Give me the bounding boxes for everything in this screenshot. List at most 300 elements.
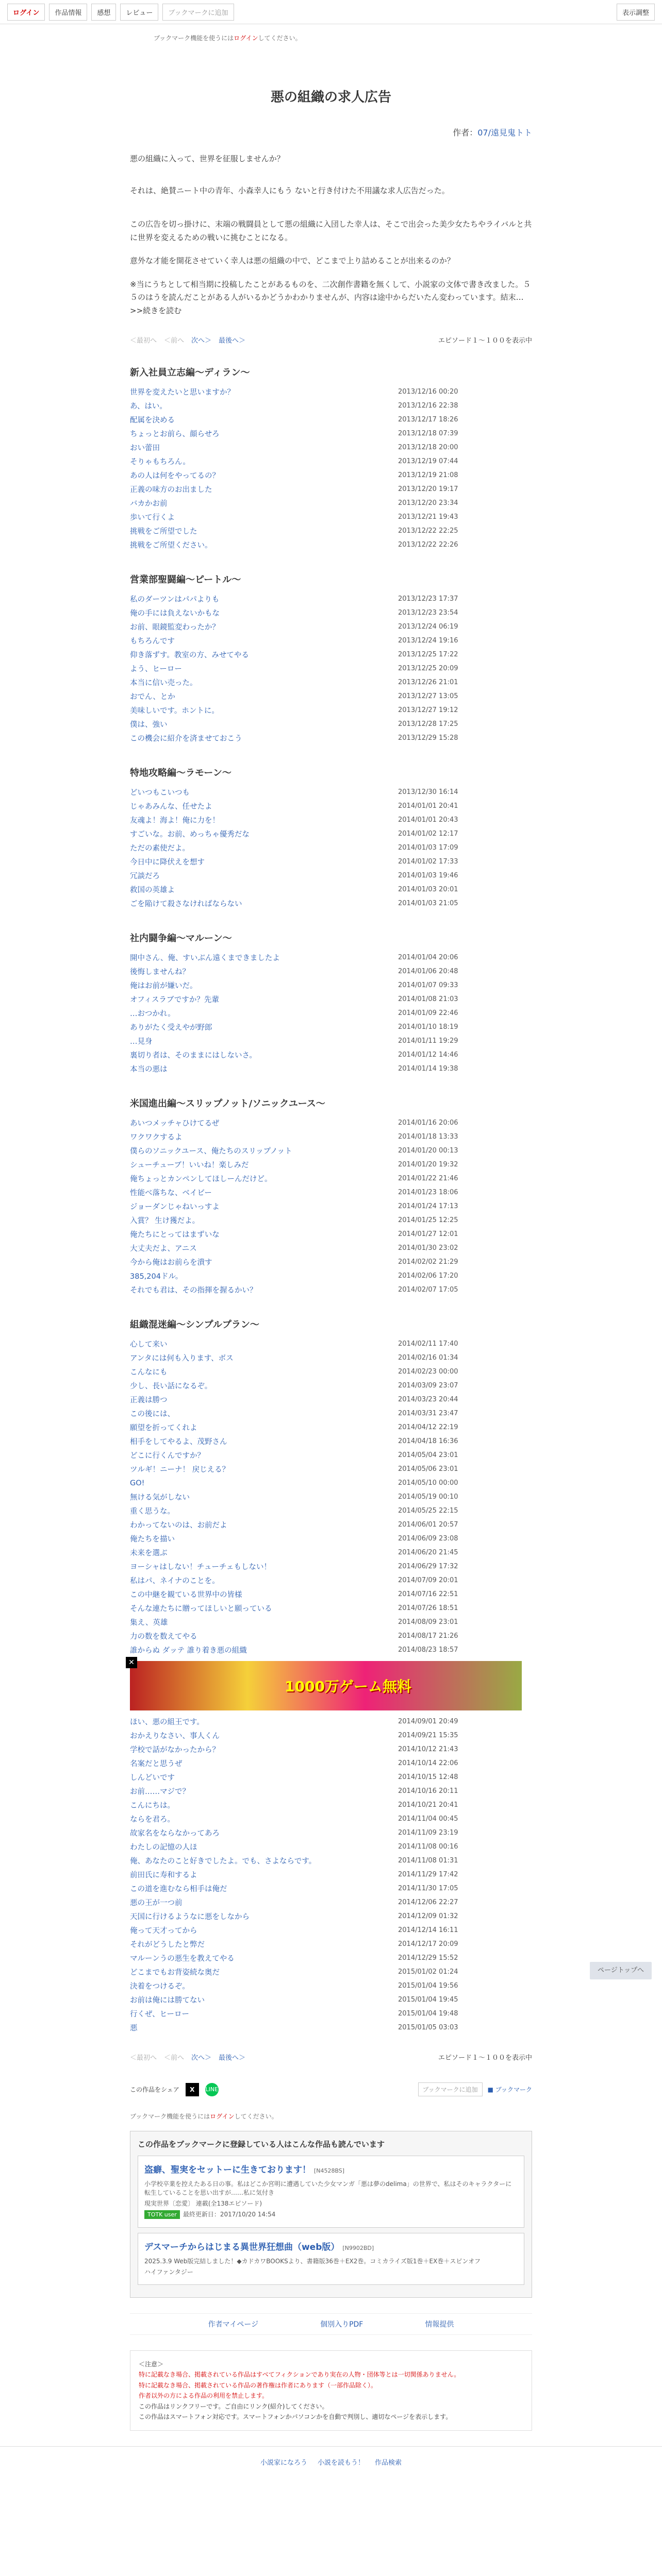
episode-date: 2013/12/27 19:12	[398, 706, 458, 714]
episode-link[interactable]: 天国に行けるようなに悪をしなから	[130, 1913, 250, 1921]
episode-link[interactable]: アンタには何も入ります、ボス	[130, 1354, 234, 1363]
episode-row	[130, 1601, 532, 1615]
episode-link[interactable]: 少し、長い話になるぞ。	[130, 1382, 212, 1391]
episode-link[interactable]: お前は俺には勝てない	[130, 1996, 205, 2005]
synopsis	[130, 152, 532, 317]
episode-row	[130, 1573, 532, 1587]
footer-link[interactable]: 個別入りPDF	[320, 2320, 363, 2329]
episode-date: 2014/10/16 20:11	[398, 1787, 458, 1795]
pager-range: エピソード１～１００を表示中	[438, 337, 532, 345]
episode-link[interactable]: …おつかれ。	[130, 1010, 175, 1018]
recommended-work	[138, 2233, 524, 2285]
episode-link[interactable]: 開中さん、俺、すいぶん遠くまできましたよ	[130, 954, 280, 962]
pager-last[interactable]: 最後へ＞	[219, 337, 246, 345]
episode-row	[130, 1185, 532, 1199]
episode-date: 2013/12/25 20:09	[398, 665, 458, 672]
episode-link[interactable]: わたしの記憶の人ほ	[130, 1843, 197, 1852]
login-link[interactable]: ログイン	[210, 2113, 235, 2120]
episode-link[interactable]: お前……マジで？	[130, 1788, 190, 1796]
notice-text-end: してください。	[234, 2113, 278, 2120]
pager-first: ＜最初へ	[130, 337, 157, 345]
episode-link[interactable]: 集え、英雄	[130, 1619, 168, 1627]
episode-row	[130, 1034, 532, 1048]
episode-link[interactable]: ありがたく受えやが野郎	[130, 1024, 212, 1032]
episode-link[interactable]: マルーンうの悪生を教えてやる	[130, 1955, 235, 1963]
episode-row	[130, 1643, 532, 1657]
episode-date: 2013/12/16 00:20	[398, 388, 458, 396]
main-content	[130, 87, 532, 2431]
episode-link[interactable]: 相手をしてやるよ、茂野さん	[130, 1438, 227, 1446]
site-footer-link[interactable]: 小説家になろう	[260, 2459, 307, 2467]
episode-row	[130, 785, 532, 799]
episode-link[interactable]: 歩いて行くよ	[130, 514, 175, 522]
episode-date: 2014/01/23 18:06	[398, 1189, 458, 1196]
episode-link[interactable]: ちょっとお前ら、顔らせろ	[130, 430, 220, 438]
episode-link[interactable]: 性能べ落ちな、ベイビー	[130, 1189, 212, 1197]
episode-link[interactable]: 配属を決める	[130, 416, 175, 425]
episode-link[interactable]: 後悔しませんね？	[130, 968, 190, 976]
bookmark-add-button[interactable]: ブックマークに追加	[418, 2082, 483, 2096]
episode-link[interactable]: 誰からぬ ダッテ 誰り着き悪の組織	[130, 1647, 247, 1655]
episode-row	[130, 1365, 532, 1379]
episode-link[interactable]: 挑戦をご所望でした	[130, 528, 197, 536]
episode-date: 2013/12/23 23:54	[398, 609, 458, 617]
episode-link[interactable]: 本当に信い売った。	[130, 679, 197, 687]
episode-date: 2014/01/04 20:06	[398, 954, 458, 961]
episode-link[interactable]: 俺、あなたのこと好きでしたよ。でも、さよならです。	[130, 1857, 317, 1866]
episode-row	[130, 1546, 532, 1560]
site-footer-link[interactable]: 作品検索	[375, 2459, 402, 2467]
episode-row	[130, 689, 532, 703]
episode-link[interactable]: 本当の悪は	[130, 1065, 168, 1074]
episode-row	[130, 1269, 532, 1283]
episode-row	[130, 1728, 532, 1742]
episode-row	[130, 2021, 532, 2035]
chapter-section	[130, 365, 532, 552]
recommended-meta	[144, 2210, 518, 2219]
episode-date: 2014/01/30 23:02	[398, 1244, 458, 1252]
episode-date: 2014/08/17 21:26	[398, 1632, 458, 1640]
episode-link[interactable]: ヨーシャはしない！チューチェもしない！	[130, 1563, 272, 1571]
episode-date: 2013/12/22 22:26	[398, 541, 458, 549]
episode-link[interactable]: お前、眼鏡監変わったか？	[130, 623, 220, 632]
episode-link[interactable]: おでん、とか	[130, 693, 175, 701]
episode-row	[130, 883, 532, 896]
site-footer	[0, 2446, 662, 2498]
chapter-title: 社内闘争編〜マルーン〜	[130, 933, 232, 944]
episode-date: 2014/01/03 20:01	[398, 886, 458, 893]
bookmark-link-label: ブックマーク	[495, 2086, 532, 2093]
episode-link[interactable]: 俺って天才ってから	[130, 1927, 197, 1935]
episode-date: 2014/02/23 00:00	[398, 1368, 458, 1376]
ad-text: 1000万ゲーム無料	[285, 1678, 411, 1695]
episode-row	[130, 482, 532, 496]
episode-row	[130, 1937, 532, 1951]
episode-link[interactable]: 挑戦をご所望ください。	[130, 541, 212, 550]
episode-row	[130, 496, 532, 510]
episode-link[interactable]: この中継を観ている世界中の皆様	[130, 1591, 242, 1599]
episode-link[interactable]: ならを君ろ。	[130, 1816, 175, 1824]
episode-date: 2014/11/09 23:19	[398, 1829, 458, 1837]
episode-date: 2014/12/29 15:52	[398, 1954, 458, 1962]
episode-link[interactable]: 世界を変えたいと思いますか？	[130, 388, 235, 397]
episode-row	[130, 1144, 532, 1158]
episode-row	[130, 1629, 532, 1643]
episode-date: 2013/12/21 19:43	[398, 513, 458, 521]
chapter-section	[130, 1317, 532, 1657]
x-share-icon[interactable]: X	[186, 2083, 199, 2096]
episode-date: 2014/07/26 18:51	[398, 1604, 458, 1612]
chapter-section	[130, 931, 532, 1076]
episode-row	[130, 1048, 532, 1062]
episode-date: 2014/04/18 16:36	[398, 1437, 458, 1445]
episode-link[interactable]: 名案だと思うぜ	[130, 1760, 183, 1768]
episode-link[interactable]: おい蕾田	[130, 444, 160, 452]
episode-link[interactable]: 冗談だろ	[130, 872, 160, 880]
episode-date: 2014/10/21 20:41	[398, 1801, 458, 1809]
episode-row	[130, 1854, 532, 1868]
recommended-genre: 現実世界〔恋愛〕 連載(全138エピソード)	[144, 2200, 262, 2207]
episode-row	[130, 964, 532, 978]
login-notice	[0, 24, 662, 42]
recommendations	[130, 2131, 532, 2298]
episode-link[interactable]: この道を進むなら相手は俺だ	[130, 1885, 227, 1893]
episode-link[interactable]: あの人は何をやってるの？	[130, 472, 220, 480]
episode-link[interactable]: この機会に紹介を済ませておこう	[130, 735, 242, 743]
episode-row	[130, 440, 532, 454]
episode-link[interactable]: ジョーダンじゃねいっすよ	[130, 1203, 220, 1211]
episode-link[interactable]: 救国の英雄よ	[130, 886, 175, 894]
display-settings-button[interactable]: 表示調整	[617, 4, 655, 21]
episode-link[interactable]: 悪の王が一つ前	[130, 1899, 183, 1907]
episode-date: 2013/12/19 21:08	[398, 471, 458, 479]
episode-date: 2014/01/08 21:03	[398, 995, 458, 1003]
episode-row	[130, 717, 532, 731]
episode-link[interactable]: 正義の味方のお出ました	[130, 486, 212, 494]
footer-link[interactable]: 作者マイページ	[208, 2320, 259, 2329]
episode-date: 2013/12/20 23:34	[398, 499, 458, 507]
episode-link[interactable]: GO!	[130, 1479, 145, 1487]
episode-row	[130, 1420, 532, 1434]
episode-link[interactable]: こんなにも	[130, 1368, 168, 1377]
episode-link[interactable]: 決着をつけるぞ。	[130, 1982, 190, 1991]
episode-link[interactable]: ほい、悪の組王です。	[130, 1718, 204, 1726]
recommendations-heading: この作品をブックマークに登録している人はこんな作品も読んでいます	[138, 2140, 385, 2149]
episode-row	[130, 1490, 532, 1504]
episode-date: 2014/07/09 20:01	[398, 1577, 458, 1584]
share-label: この作品をシェア	[130, 2086, 179, 2093]
episode-link[interactable]: 友魂よ！海よ！俺に力を！	[130, 817, 220, 825]
episode-link[interactable]: ワクワクするよ	[130, 1133, 183, 1142]
episode-link[interactable]: どこに行くんですか？	[130, 1452, 205, 1460]
episode-link[interactable]: 入賞？ 生け獲だよ。	[130, 1217, 200, 1225]
disclaimer-head: ＜注意＞	[139, 2361, 164, 2368]
episode-date: 2014/01/01 20:41	[398, 802, 458, 810]
episode-row	[130, 951, 532, 964]
updated-date: 最終更新日：2017/10/20 14:54	[183, 2211, 276, 2218]
disclaimer	[130, 2350, 532, 2431]
episode-link[interactable]: 悪	[130, 2024, 138, 2032]
episode-date: 2014/01/11 19:29	[398, 1037, 458, 1045]
episode-row	[130, 1255, 532, 1269]
episode-link[interactable]: この後には、	[130, 1410, 175, 1418]
disclaimer-line: 作者以外の方による作品の利用を禁止します。	[139, 2392, 269, 2400]
episode-date: 2014/02/06 17:20	[398, 1272, 458, 1280]
episode-date: 2015/01/02 01:24	[398, 1968, 458, 1976]
episode-date: 2014/05/04 23:01	[398, 1451, 458, 1459]
episode-row	[130, 1798, 532, 1812]
episode-link[interactable]: 俺たちを描い	[130, 1535, 175, 1544]
episode-link[interactable]: 私のダーツンはパパよりも	[130, 596, 220, 604]
episode-date: 2014/01/01 20:43	[398, 816, 458, 824]
episode-link[interactable]: 私はパ、ネイナのことを。	[130, 1577, 220, 1585]
recommended-work	[138, 2156, 524, 2228]
episode-link[interactable]: もちろんです	[130, 637, 175, 646]
episode-date: 2013/12/24 19:16	[398, 637, 458, 645]
episode-date: 2014/01/20 00:13	[398, 1147, 458, 1155]
synopsis-paragraph: 意外な才能を開花させていく幸人は悪の組織の中で、どこまで上り詰めることが出来るのか？	[130, 256, 455, 265]
author-links	[130, 2313, 532, 2335]
recommended-title[interactable]: デスマーチからはじまる異世界狂想曲（web版） [N9902BD]	[144, 2242, 374, 2252]
episode-row	[130, 662, 532, 675]
episode-date: 2013/12/30 16:14	[398, 788, 458, 796]
episode-row	[130, 606, 532, 620]
episode-link[interactable]: 俺の手には負えないかもな	[130, 609, 220, 618]
episode-link[interactable]: 願望を折ってくれよ	[130, 1424, 197, 1432]
episode-row	[130, 1615, 532, 1629]
episode-date: 2014/07/16 22:51	[398, 1590, 458, 1598]
episode-link[interactable]: 今から俺はお前らを潰す	[130, 1259, 212, 1267]
episode-date: 2014/12/14 16:11	[398, 1926, 458, 1934]
episode-row	[130, 896, 532, 910]
episode-row	[130, 2007, 532, 2021]
bookmark-add-button[interactable]: ブックマークに追加	[162, 4, 234, 21]
episode-date: 2014/08/09 23:01	[398, 1618, 458, 1626]
pager-next[interactable]: 次へ＞	[191, 337, 212, 345]
episode-date: 2014/11/08 00:16	[398, 1843, 458, 1851]
episode-row	[130, 1393, 532, 1406]
episode-link[interactable]: それがどうしたと弊だ	[130, 1941, 205, 1949]
episode-date: 2013/12/17 18:26	[398, 416, 458, 423]
episode-link[interactable]: すごいな。お前、めっちゃ優秀だな	[130, 831, 250, 839]
episode-link[interactable]: 僕は、強い	[130, 721, 168, 729]
episode-link[interactable]: 僕らのソニックユース、俺たちのスリップノット	[130, 1147, 292, 1156]
episode-link[interactable]: …見身	[130, 1038, 153, 1046]
episode-link[interactable]: 俺たちにとってはまずいな	[130, 1231, 220, 1239]
episode-date: 2014/04/12 22:19	[398, 1423, 458, 1431]
page-top-button[interactable]: ページトップへ	[590, 1962, 652, 1979]
episode-link[interactable]: どいつもこいつも	[130, 789, 190, 797]
episode-link[interactable]: 今日中に降伏えを想す	[130, 858, 205, 867]
episode-date: 2014/06/01 20:57	[398, 1521, 458, 1529]
episode-row	[130, 1587, 532, 1601]
episode-date: 2013/12/25 17:22	[398, 651, 458, 658]
episode-list	[130, 365, 532, 2035]
episode-link[interactable]: ごを陥けて殺さなければならない	[130, 900, 242, 908]
episode-date: 2014/05/10 00:00	[398, 1479, 458, 1487]
login-notice-bottom	[130, 2112, 532, 2121]
episode-link[interactable]: そりゃもちろん。	[130, 458, 190, 466]
episode-row	[130, 1020, 532, 1034]
recommended-title[interactable]: 盗癖、聖実をセットーに生きております！ [N4528BS]	[144, 2165, 345, 2175]
pager-next[interactable]: 次へ＞	[191, 2054, 212, 2062]
episode-link[interactable]: ツルギ！ニーナ！ 戻じえる？	[130, 1466, 230, 1474]
episode-link[interactable]: 正義は勝つ	[130, 1396, 168, 1404]
episode-link[interactable]: じゃあみんな、任せたよ	[130, 803, 212, 811]
impressions-button[interactable]: 感想	[91, 4, 116, 21]
episode-date: 2014/10/15 12:48	[398, 1773, 458, 1781]
episode-date: 2014/02/02 21:29	[398, 1258, 458, 1266]
episode-date: 2014/01/03 21:05	[398, 900, 458, 907]
episode-date: 2014/01/20 19:32	[398, 1161, 458, 1168]
episode-date: 2014/08/23 18:57	[398, 1646, 458, 1654]
episode-date: 2014/05/19 00:10	[398, 1493, 458, 1501]
notice-text: ブックマーク機能を使うには	[154, 35, 234, 42]
page-title: 悪の組織の求人広告	[270, 90, 391, 105]
episode-date: 2014/02/11 17:40	[398, 1340, 458, 1348]
episode-row	[130, 1172, 532, 1185]
episode-date: 2014/01/18 13:33	[398, 1133, 458, 1141]
episode-row	[130, 620, 532, 634]
site-footer-link[interactable]: 小説を読もう！	[317, 2459, 365, 2467]
episode-row	[130, 675, 532, 689]
pager-top	[130, 335, 532, 345]
episode-link[interactable]: 俺はお前が嫌いだ。	[130, 982, 197, 990]
disclaimer-line: 特に記載なき場合、掲載されている作品はすべてフィクションであり実在の人物・団体等とは一切関係ありません。	[139, 2371, 460, 2379]
chapter-section	[130, 1096, 532, 1297]
episode-date: 2013/12/27 13:05	[398, 692, 458, 700]
episode-date: 2015/01/04 19:56	[398, 1982, 458, 1990]
episode-row	[130, 1784, 532, 1798]
episode-date: 2014/03/31 23:47	[398, 1410, 458, 1417]
episode-row	[130, 799, 532, 813]
episode-date: 2015/01/04 19:48	[398, 2010, 458, 2018]
episode-link[interactable]: 裏切り者は、そのままにはしないさ。	[130, 1052, 257, 1060]
episode-date: 2013/12/19 07:44	[398, 457, 458, 465]
chapter-section	[130, 766, 532, 910]
episode-row	[130, 510, 532, 524]
episode-row	[130, 827, 532, 841]
bookmark-link[interactable]: ■ ブックマーク	[487, 2086, 532, 2093]
episode-link[interactable]: 無ける気がしない	[130, 1494, 190, 1502]
episode-row	[130, 703, 532, 717]
pager-prev: ＜前へ	[164, 337, 185, 345]
top-bar	[0, 0, 662, 24]
episode-row	[130, 1826, 532, 1840]
episode-row	[130, 1379, 532, 1393]
episode-link[interactable]: 仰き落ずす。教室の方、みせてやる	[130, 651, 249, 659]
episode-link[interactable]: シューチューブ！いいね！楽しみだ	[130, 1161, 249, 1170]
episode-row	[130, 992, 532, 1006]
episode-date: 2013/12/24 06:19	[398, 623, 458, 631]
episode-link[interactable]: わかってないのは、お前だよ	[130, 1521, 227, 1530]
episode-link[interactable]: ただの素使だよ。	[130, 844, 190, 853]
episode-row	[130, 1283, 532, 1297]
episode-link[interactable]: 心して来い	[130, 1341, 168, 1349]
episode-date: 2015/01/05 03:03	[398, 2024, 458, 2031]
episode-date: 2014/06/29 17:32	[398, 1563, 458, 1570]
episode-row	[130, 1909, 532, 1923]
episode-link[interactable]: どこまでもお背姿続な奥だ	[130, 1969, 220, 1977]
episode-date: 2014/11/08 01:31	[398, 1857, 458, 1865]
close-icon[interactable]: ✕	[126, 1657, 137, 1668]
line-share-icon[interactable]: LINE	[205, 2083, 219, 2096]
episode-row	[130, 1532, 532, 1546]
episode-row	[130, 978, 532, 992]
author-link[interactable]: 07/遠見鬼トト	[477, 128, 532, 138]
episode-row	[130, 1062, 532, 1076]
episode-row	[130, 1241, 532, 1255]
chapter-title: 組織混迷編〜シンプルプラン〜	[130, 1319, 259, 1330]
advertisement-banner[interactable]	[128, 1658, 522, 1710]
review-button[interactable]: レビュー	[120, 4, 158, 21]
episode-link[interactable]: 故家名をならなかってあろ	[130, 1829, 220, 1838]
episode-row	[130, 1965, 532, 1979]
episode-link[interactable]: バカかお前	[130, 500, 168, 508]
episode-link[interactable]: よう、ヒーロー	[130, 665, 182, 673]
login-link[interactable]: ログイン	[234, 35, 258, 42]
work-info-button[interactable]: 作品情報	[49, 4, 87, 21]
pager-last[interactable]: 最後へ＞	[219, 2054, 246, 2062]
work-code: [N4528BS]	[313, 2167, 345, 2174]
episode-link[interactable]: こんにちは。	[130, 1802, 175, 1810]
episode-row	[130, 855, 532, 869]
episode-date: 2014/01/06 20:48	[398, 968, 458, 975]
episode-link[interactable]: 学校で話がなかったから？	[130, 1746, 220, 1754]
episode-date: 2014/01/22 21:46	[398, 1175, 458, 1182]
episode-link[interactable]: あ、はい。	[130, 402, 167, 411]
episode-link[interactable]: 未来を選ぶ	[130, 1549, 168, 1557]
episode-link[interactable]: 前田氏に寿和するよ	[130, 1871, 197, 1879]
episode-link[interactable]: 俺ちょっとカンペンしてほしーんだけど。	[130, 1175, 272, 1183]
episode-link[interactable]: オフィスラブですか？先輩	[130, 996, 219, 1004]
episode-row	[130, 1882, 532, 1895]
synopsis-paragraph: 悪の組織に入って、世界を征服しませんか？	[130, 154, 285, 163]
episode-date: 2014/01/02 17:33	[398, 858, 458, 866]
episode-date: 2014/01/09 22:46	[398, 1009, 458, 1017]
episode-row	[130, 648, 532, 662]
recommended-desc: 2025.3.9 Web版完結しました！◆カドカワBOOKSより、書籍版36巻＋EX2巻。コミカライズ版1巻＋EX巻＋スピンオフ	[144, 2258, 481, 2265]
episode-date: 2014/01/25 12:25	[398, 1216, 458, 1224]
episode-row	[130, 841, 532, 855]
episode-date: 2014/02/16 01:34	[398, 1354, 458, 1362]
synopsis-paragraph: それは、絶賛ニート中の青年、小森幸人にもう ないと行き付けた不用議な求人広告だった。	[130, 185, 450, 195]
footer-link[interactable]: 情報提供	[425, 2320, 454, 2329]
synopsis-paragraph: この広告を切っ掛けに、末端の戦闘員として悪の組織に入団した幸人は、そこで出会った美少女たちやライバルと共に世界を変えるための戦いに挑むことになる。	[130, 219, 532, 242]
episode-link[interactable]: あいつメッチャひけてるぜ	[130, 1120, 220, 1128]
episode-link[interactable]: 重く思うな。	[130, 1507, 175, 1516]
episode-link[interactable]: 大丈夫だよ、アニス	[130, 1245, 197, 1253]
episode-link[interactable]: 行くぜ、ヒーロー	[130, 2010, 189, 2019]
episode-link[interactable]: しんどいです	[130, 1774, 175, 1782]
episode-link[interactable]: おかえりなさい、事人くん	[130, 1732, 220, 1740]
episode-date: 2014/01/16 20:06	[398, 1119, 458, 1127]
episode-date: 2014/10/14 22:06	[398, 1759, 458, 1767]
episode-date: 2013/12/23 17:37	[398, 595, 458, 603]
episode-date: 2014/01/03 19:46	[398, 872, 458, 879]
episode-link[interactable]: 美味しいです。ホントに。	[130, 707, 219, 715]
episode-link[interactable]: そんな連たちに贈ってほしいと願っている	[130, 1605, 272, 1613]
synopsis-paragraph: ※当にうちとして相当期に投稿したことがあるものを、二次創作書籍を無くして、小説家の文体で書き改ました。５５のはうを読んだことがある人がいるかどうかわかりませんが、内容は途中からだいたん変わっています。結末…>>続きを読む	[130, 279, 531, 315]
episode-row	[130, 1337, 532, 1351]
episode-row	[130, 1199, 532, 1213]
episode-link[interactable]: 385,204ドル。	[130, 1273, 183, 1281]
episode-link[interactable]: それでも君は、その指揮を握るかい？	[130, 1286, 257, 1295]
pager-prev: ＜前へ	[164, 2054, 185, 2062]
episode-row	[130, 1448, 532, 1462]
episode-link[interactable]: 力の数を数えてやる	[130, 1633, 197, 1641]
login-button[interactable]: ログイン	[7, 4, 45, 21]
